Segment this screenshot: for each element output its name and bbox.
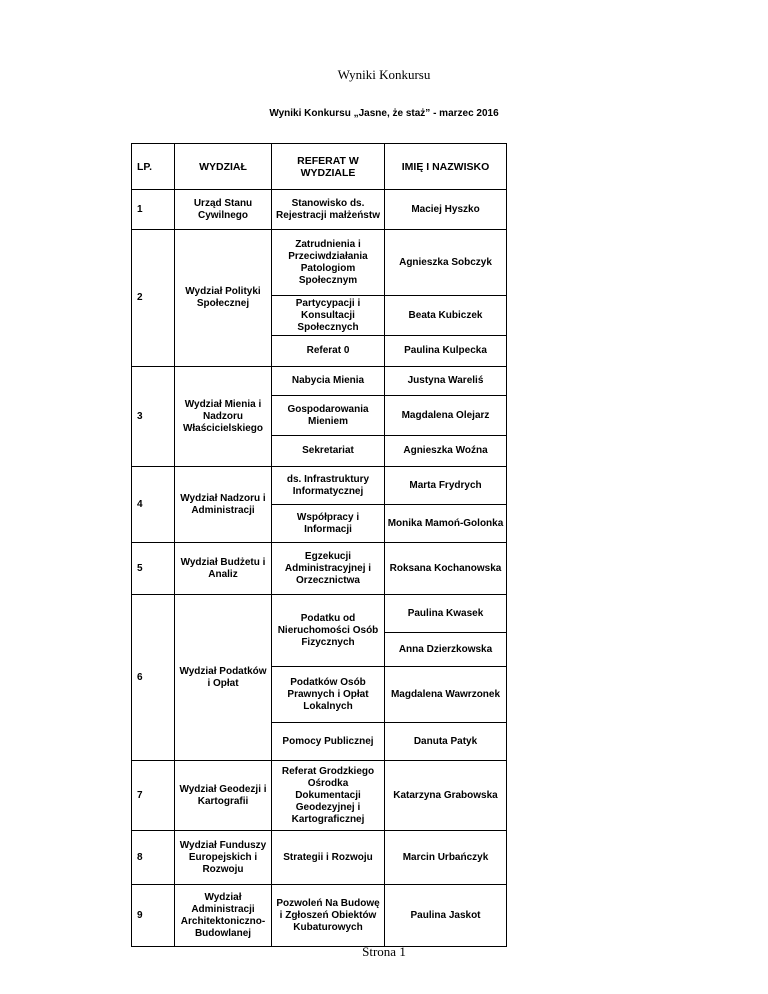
header-imie-nazwisko: IMIĘ I NAZWISKO <box>385 144 507 190</box>
cell-referat: Pomocy Publicznej <box>272 723 385 761</box>
cell-referat: Zatrudnienia i Przeciwdziałania Patologiom Społecznym <box>272 230 385 296</box>
cell-wydzial: Wydział Administracji Architektoniczno-Budowlanej <box>175 885 272 947</box>
cell-name: Anna Dzierzkowska <box>385 633 507 667</box>
cell-wydzial: Wydział Podatków i Opłat <box>175 595 272 761</box>
cell-lp: 3 <box>132 367 175 467</box>
page-header: Wyniki Konkursu <box>337 67 431 82</box>
cell-lp: 9 <box>132 885 175 947</box>
cell-referat: Stanowisko ds. Rejestracji małżeństw <box>272 190 385 230</box>
cell-referat: Gospodarowania Mieniem <box>272 396 385 436</box>
cell-lp: 4 <box>132 467 175 543</box>
cell-lp: 6 <box>132 595 175 761</box>
table-row <box>132 595 507 633</box>
cell-lp: 2 <box>132 230 175 367</box>
page-footer: Strona 1 <box>362 944 406 959</box>
cell-referat: Podatków Osób Prawnych i Opłat Lokalnych <box>272 667 385 723</box>
cell-referat: Współpracy i Informacji <box>272 505 385 543</box>
cell-referat: Pozwoleń Na Budowę i Zgłoszeń Obiektów Kubaturowych <box>272 885 385 947</box>
table-row <box>132 467 507 505</box>
cell-name: Beata Kubiczek <box>385 296 507 336</box>
cell-wydzial: Wydział Mienia i Nadzoru Właścicielskiego <box>175 367 272 467</box>
cell-wydzial: Wydział Budżetu i Analiz <box>175 543 272 595</box>
cell-name: Marta Frydrych <box>385 467 507 505</box>
table-row <box>132 761 507 831</box>
results-table <box>131 143 507 947</box>
cell-name: Paulina Jaskot <box>385 885 507 947</box>
cell-referat: Referat 0 <box>272 336 385 367</box>
cell-referat: Egzekucji Administracyjnej i Orzecznictwa <box>272 543 385 595</box>
cell-name: Marcin Urbańczyk <box>385 831 507 885</box>
cell-wydzial: Wydział Polityki Społecznej <box>175 230 272 367</box>
cell-wydzial: Urząd Stanu Cywilnego <box>175 190 272 230</box>
cell-referat: ds. Infrastruktury Informatycznej <box>272 467 385 505</box>
cell-name: Katarzyna Grabowska <box>385 761 507 831</box>
cell-name: Agnieszka Woźna <box>385 436 507 467</box>
cell-name: Roksana Kochanowska <box>385 543 507 595</box>
cell-referat: Referat Grodzkiego Ośrodka Dokumentacji Geodezyjnej i Kartograficznej <box>272 761 385 831</box>
cell-referat: Podatku od Nieruchomości Osób Fizycznych <box>272 595 385 667</box>
table-row <box>132 885 507 947</box>
cell-referat: Strategii i Rozwoju <box>272 831 385 885</box>
cell-name: Maciej Hyszko <box>385 190 507 230</box>
cell-lp: 1 <box>132 190 175 230</box>
cell-name: Agnieszka Sobczyk <box>385 230 507 296</box>
cell-referat: Sekretariat <box>272 436 385 467</box>
cell-referat: Partycypacji i Konsultacji Społecznych <box>272 296 385 336</box>
cell-name: Magdalena Wawrzonek <box>385 667 507 723</box>
table-row <box>132 190 507 230</box>
cell-referat: Nabycia Mienia <box>272 367 385 396</box>
cell-wydzial: Wydział Funduszy Europejskich i Rozwoju <box>175 831 272 885</box>
cell-name: Danuta Patyk <box>385 723 507 761</box>
cell-name: Monika Mamoń-Golonka <box>385 505 507 543</box>
header-lp: LP. <box>132 144 175 190</box>
table-row <box>132 367 507 396</box>
cell-wydzial: Wydział Geodezji i Kartografii <box>175 761 272 831</box>
table-row <box>132 831 507 885</box>
document-title: Wyniki Konkursu „Jasne, że staż” - marzec 2016 <box>269 108 499 119</box>
table-row <box>132 543 507 595</box>
cell-name: Paulina Kulpecka <box>385 336 507 367</box>
cell-lp: 8 <box>132 831 175 885</box>
cell-lp: 7 <box>132 761 175 831</box>
cell-name: Justyna Wareliś <box>385 367 507 396</box>
cell-name: Magdalena Olejarz <box>385 396 507 436</box>
header-referat: REFERAT W WYDZIALE <box>272 144 385 190</box>
table-header-row <box>132 144 507 190</box>
cell-name: Paulina Kwasek <box>385 595 507 633</box>
cell-lp: 5 <box>132 543 175 595</box>
cell-wydzial: Wydział Nadzoru i Administracji <box>175 467 272 543</box>
header-wydzial: WYDZIAŁ <box>175 144 272 190</box>
table-row <box>132 230 507 296</box>
